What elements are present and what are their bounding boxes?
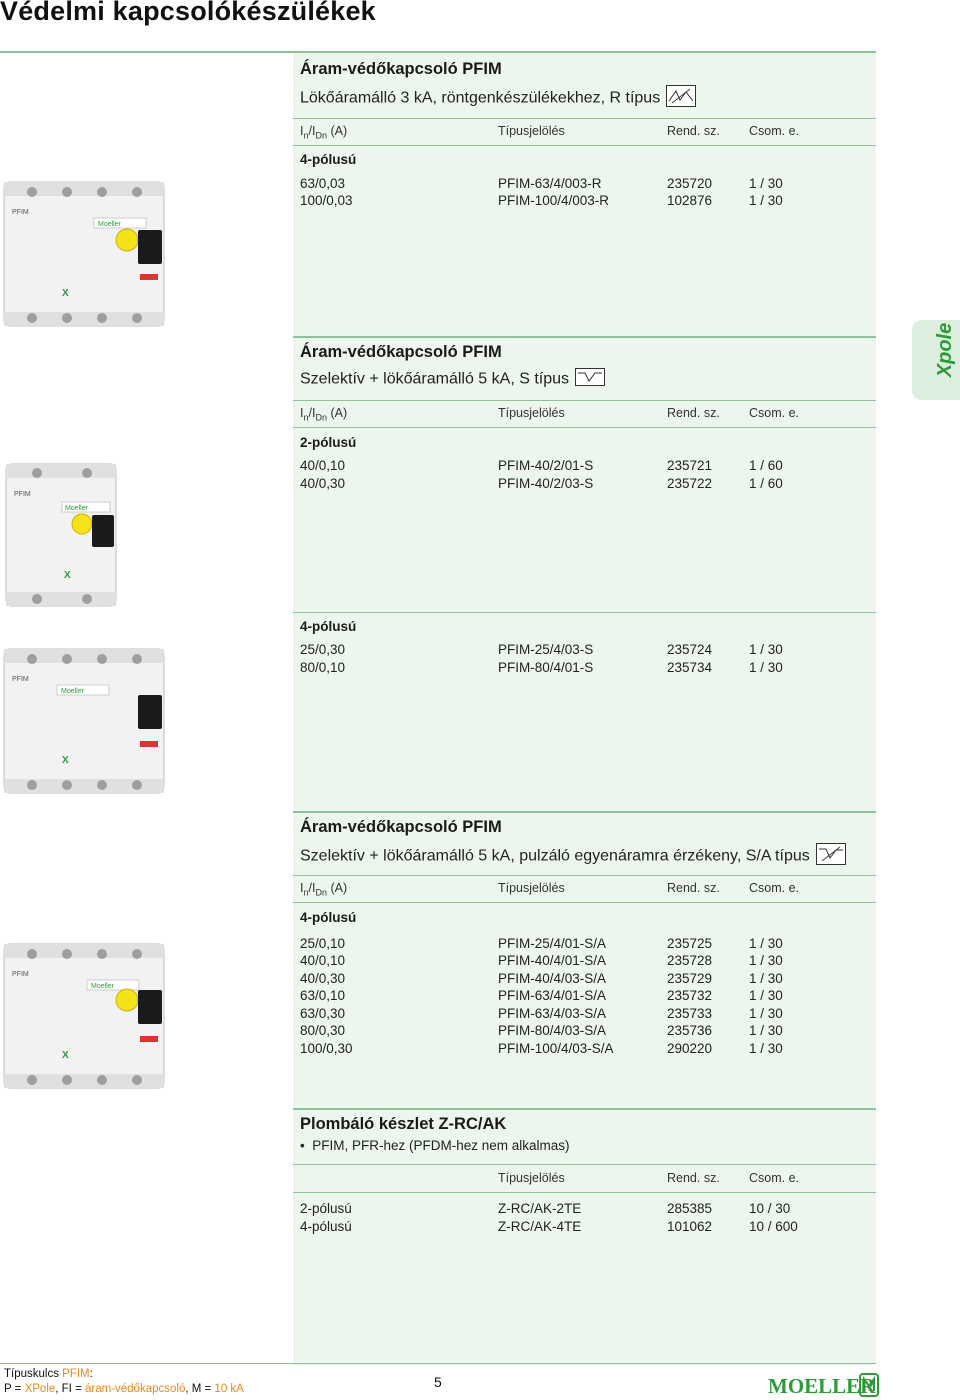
table-row [300, 660, 860, 678]
cell-type: PFIM-40/2/03-S [498, 476, 594, 491]
legend-highlight: 10 kA [214, 1383, 244, 1395]
content-panel [293, 53, 876, 1365]
cell-pole: 2-pólusú [300, 1201, 352, 1216]
cell-order-no: 235736 [667, 1023, 713, 1038]
cell-pack: 10 / 30 [749, 1201, 791, 1216]
divider [293, 118, 876, 119]
cell-pack: 1 / 30 [749, 1041, 783, 1056]
cell-current: 40/0,30 [300, 476, 346, 491]
section-divider [293, 811, 876, 813]
header-current: $I_n/I_{Dn}$ (A) [300, 406, 348, 423]
cell-current: 40/0,10 [300, 953, 346, 968]
divider [293, 875, 876, 876]
device-brand-label: Moeller [61, 688, 84, 695]
header-type: Típusjelölés [498, 881, 565, 895]
divider [293, 145, 876, 146]
section-1-subtitle [300, 85, 696, 112]
pole-label: 2-pólusú [300, 435, 357, 450]
cell-pack: 1 / 30 [749, 1006, 783, 1021]
header-order-no: Rend. sz. [667, 124, 720, 138]
cell-current: 63/0,03 [300, 176, 346, 191]
section-divider [293, 1108, 876, 1110]
cell-current: 25/0,30 [300, 642, 346, 657]
cell-type: PFIM-100/4/03-S/A [498, 1041, 614, 1056]
product-image-pfim-2pole [2, 460, 122, 610]
table-row [300, 458, 860, 476]
cell-pack: 1 / 30 [749, 971, 783, 986]
product-image-pfim-4pole [2, 178, 170, 330]
cell-pack: 1 / 30 [749, 936, 783, 951]
cell-current: 63/0,30 [300, 1006, 346, 1021]
header-pack: Csom. e. [749, 1171, 800, 1185]
section-3-subtitle [300, 843, 846, 870]
pole-label: 4-pólusú [300, 152, 357, 167]
cell-type: PFIM-63/4/003-R [498, 176, 602, 191]
cell-type: Z-RC/AK-4TE [498, 1219, 582, 1234]
table-row [300, 1006, 860, 1024]
header-pack: Csom. e. [749, 124, 800, 138]
table-row [300, 476, 860, 494]
cell-pack: 1 / 30 [749, 988, 783, 1003]
device-brand-label: Moeller [65, 505, 88, 512]
cell-type: Z-RC/AK-2TE [498, 1201, 582, 1216]
cell-pack: 1 / 30 [749, 953, 783, 968]
type-key-title: Típuskulcs [4, 1368, 59, 1380]
table-row [300, 642, 860, 660]
cell-type: PFIM-100/4/003-R [498, 193, 610, 208]
section-2-subtitle [300, 368, 605, 391]
legend-highlight: XPole [24, 1383, 56, 1395]
cell-type: PFIM-40/2/01-S [498, 458, 594, 473]
divider [293, 1192, 876, 1193]
device-mark: X [62, 1050, 69, 1061]
cell-pack: 1 / 30 [749, 193, 783, 208]
cell-type: PFIM-40/4/01-S/A [498, 953, 607, 968]
product-image-pfim-4pole [2, 645, 170, 797]
legend-text: P = [4, 1383, 25, 1395]
cell-pack: 1 / 30 [749, 642, 783, 657]
table-header [300, 406, 860, 424]
device-model-label: PFIM [12, 676, 29, 683]
header-order-no: Rend. sz. [667, 406, 720, 420]
product-image-pfim-4pole [2, 940, 170, 1092]
cell-current: 100/0,03 [300, 193, 353, 208]
device-model-label: PFIM [12, 971, 29, 978]
table-header [300, 124, 860, 142]
device-brand-label: Moeller [91, 983, 114, 990]
section-3-subtitle-text: Szelektív + lökőáramálló 5 kA, pulzáló egyenáramra érzékeny, S/A típus [300, 847, 810, 865]
table-row [300, 988, 860, 1006]
header-order-no: Rend. sz. [667, 1171, 720, 1185]
waveform-sa-icon [816, 843, 846, 870]
section-4-title: Plombáló készlet Z-RC/AK [300, 1115, 507, 1133]
cell-pack: 1 / 30 [749, 660, 783, 675]
waveform-s-icon [575, 368, 605, 391]
section-1-title: Áram-védőkapcsoló PFIM [300, 60, 502, 78]
cell-current: 80/0,10 [300, 660, 346, 675]
bullet-note-text: PFIM, PFR-hez (PFDM-hez nem alkalmas) [312, 1138, 570, 1153]
table-row [300, 1023, 860, 1041]
table-header [300, 881, 860, 899]
legend-text: , M = [185, 1383, 215, 1395]
pole-label: 4-pólusú [300, 910, 357, 925]
section-divider [293, 336, 876, 338]
device-mark: X [62, 288, 69, 299]
cell-order-no: 102876 [667, 193, 713, 208]
header-pack: Csom. e. [749, 881, 800, 895]
cell-type: PFIM-25/4/03-S [498, 642, 594, 657]
footer-divider [0, 1363, 876, 1364]
table-row [300, 1219, 860, 1237]
cell-order-no: 235722 [667, 476, 713, 491]
cell-pack: 1 / 30 [749, 1023, 783, 1038]
table-header [300, 1171, 860, 1189]
table-row [300, 971, 860, 989]
cell-pole: 4-pólusú [300, 1219, 352, 1234]
device-brand-label: Moeller [98, 221, 121, 228]
table-row [300, 936, 860, 954]
cell-pack: 1 / 60 [749, 458, 783, 473]
section-2-subtitle-text: Szelektív + lökőáramálló 5 kA, S típus [300, 370, 570, 388]
cell-current: 40/0,30 [300, 971, 346, 986]
type-key-label [4, 1368, 93, 1380]
device-model-label: PFIM [14, 491, 31, 498]
table-row [300, 953, 860, 971]
cell-current: 63/0,10 [300, 988, 346, 1003]
cell-type: PFIM-63/4/01-S/A [498, 988, 607, 1003]
table-row [300, 1041, 860, 1059]
cell-type: PFIM-80/4/01-S [498, 660, 594, 675]
cell-pack: 1 / 60 [749, 476, 783, 491]
header-order-no: Rend. sz. [667, 881, 720, 895]
legend-highlight: áram-védőkapcsoló [84, 1383, 186, 1395]
cell-order-no: 235720 [667, 176, 713, 191]
type-key-legend [4, 1383, 244, 1395]
xpole-side-tab[interactable] [912, 320, 960, 400]
page-title: Védelmi kapcsolókészülékek [0, 0, 376, 26]
divider [293, 902, 876, 903]
cell-current: 80/0,30 [300, 1023, 346, 1038]
cell-type: PFIM-63/4/03-S/A [498, 1006, 607, 1021]
header-type: Típusjelölés [498, 124, 565, 138]
section-2-title: Áram-védőkapcsoló PFIM [300, 343, 502, 361]
waveform-r-icon [666, 85, 696, 112]
section-3-title: Áram-védőkapcsoló PFIM [300, 818, 502, 836]
bullet-note: • PFIM, PFR-hez (PFDM-hez nem alkalmas) [300, 1138, 570, 1153]
device-mark: X [64, 570, 71, 581]
cell-order-no: 290220 [667, 1041, 713, 1056]
pole-label: 4-pólusú [300, 619, 357, 634]
cell-current: 25/0,10 [300, 936, 346, 951]
header-type: Típusjelölés [498, 1171, 565, 1185]
legend-text: , FI = [55, 1383, 85, 1395]
logo-text: MOELLER [768, 1374, 876, 1398]
cell-order-no: 101062 [667, 1219, 713, 1234]
cell-order-no: 235724 [667, 642, 713, 657]
divider [293, 612, 876, 613]
table-row [300, 176, 860, 194]
header-pack: Csom. e. [749, 406, 800, 420]
table-row [300, 193, 860, 211]
cell-order-no: 235732 [667, 988, 713, 1003]
cell-order-no: 235729 [667, 971, 713, 986]
xpole-tab-label: Xpole [934, 322, 956, 378]
cell-order-no: 285385 [667, 1201, 713, 1216]
device-mark: X [62, 755, 69, 766]
divider [293, 1164, 876, 1165]
cell-pack: 10 / 600 [749, 1219, 798, 1234]
cell-order-no: 235734 [667, 660, 713, 675]
cell-pack: 1 / 30 [749, 176, 783, 191]
divider [293, 427, 876, 428]
cell-type: PFIM-80/4/03-S/A [498, 1023, 607, 1038]
section-1-subtitle-text: Lökőáramálló 3 kA, röntgenkészülékekhez, R típus [300, 89, 661, 107]
cell-current: 100/0,30 [300, 1041, 353, 1056]
divider [293, 400, 876, 401]
header-type: Típusjelölés [498, 406, 565, 420]
page-number: 5 [434, 1374, 442, 1390]
header-current: $I_n/I_{Dn}$ (A) [300, 881, 348, 898]
cell-current: 40/0,10 [300, 458, 346, 473]
header-current: $I_n/I_{Dn}$ (A) [300, 124, 348, 141]
type-key-model: PFIM [62, 1368, 90, 1380]
cell-order-no: 235733 [667, 1006, 713, 1021]
moeller-logo [768, 1372, 880, 1398]
cell-order-no: 235728 [667, 953, 713, 968]
cell-order-no: 235725 [667, 936, 713, 951]
type-key-colon: : [89, 1368, 93, 1380]
table-row [300, 1201, 860, 1219]
cell-order-no: 235721 [667, 458, 713, 473]
device-model-label: PFIM [12, 209, 29, 216]
cell-type: PFIM-40/4/03-S/A [498, 971, 607, 986]
cell-type: PFIM-25/4/01-S/A [498, 936, 607, 951]
